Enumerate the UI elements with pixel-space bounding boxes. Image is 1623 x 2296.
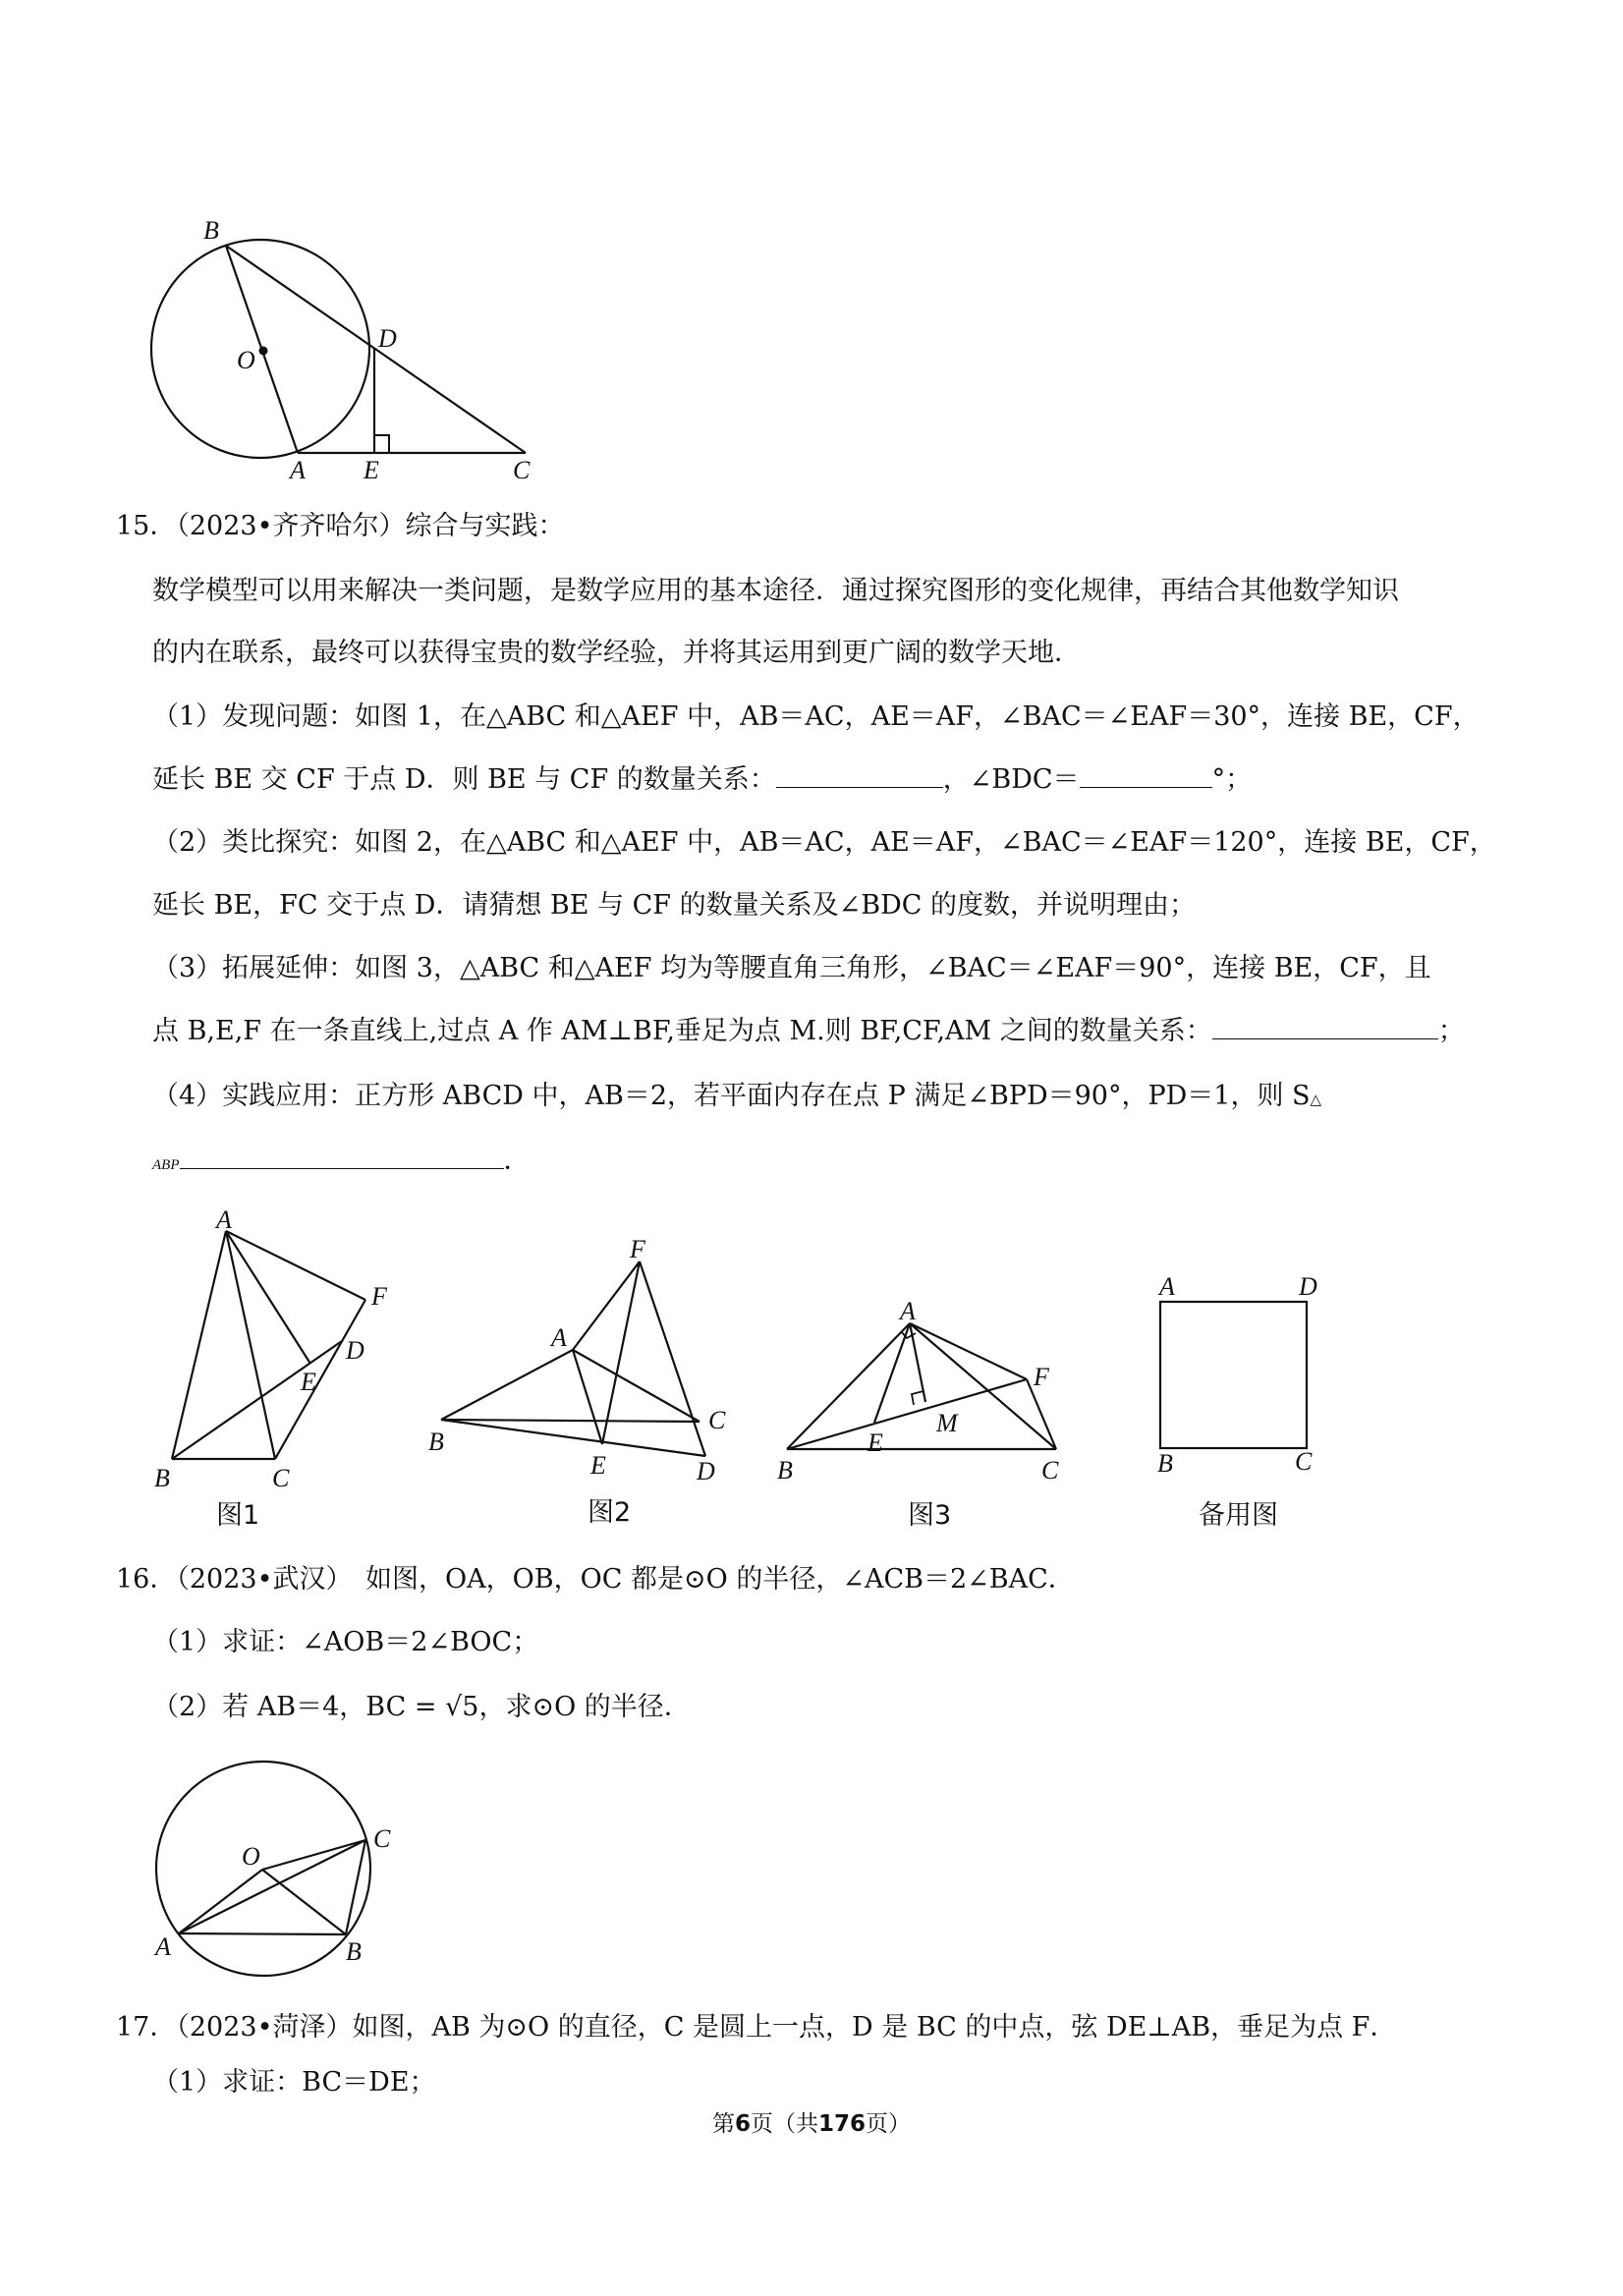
q15-part1-line2: 延长 BE 交 CF 于点 D．则 BE 与 CF 的数量关系： ，∠BDC＝ °； <box>152 760 1252 800</box>
answer-blank-1[interactable] <box>776 761 943 788</box>
fig3-caption: 图3 <box>908 1500 952 1531</box>
page-footer: 第6页（共176页） <box>711 2111 912 2137</box>
fig16-label-O: O <box>242 1842 260 1871</box>
answer-blank-2[interactable] <box>1080 761 1212 788</box>
fig3-label-M: M <box>936 1409 958 1437</box>
fig4-label-A: A <box>1159 1272 1175 1301</box>
label-C: C <box>513 456 531 484</box>
fig1-label-F: F <box>371 1282 387 1311</box>
fig3-label-B: B <box>777 1456 793 1484</box>
fig1-label-E: E <box>301 1368 316 1396</box>
fig16-label-B: B <box>346 1937 362 1966</box>
fig1-label-C: C <box>272 1464 290 1492</box>
fig16-label-A: A <box>155 1932 171 1961</box>
q16-line1: 16．（2023•武汉） 如图，OA，OB，OC 都是⊙O 的半径，∠ACB＝2∠BAC． <box>116 1564 1075 1595</box>
label-D: D <box>378 324 397 353</box>
q15-part3-line2: 点 B,E,F 在一条直线上,过点 A 作 AM⊥BF,垂足为点 M.则 BF,CF,AM 之间的数量关系： ； <box>152 1012 1465 1051</box>
q15-part4-line2: ABP ． <box>152 1146 531 1176</box>
fig4-label-D: D <box>1299 1272 1317 1301</box>
q15-intro-line2: 的内在联系，最终可以获得宝贵的数学经验，并将其运用到更广阔的数学天地． <box>152 638 1081 668</box>
q15-number: 15．（2023•齐齐哈尔）综合与实践： <box>116 511 565 541</box>
q15-part2-line1: （2）类比探究：如图 2，在△ABC 和△AEF 中，AB＝AC，AE＝AF，∠BAC＝∠EAF＝120°，连接 BE，CF， <box>152 827 1496 858</box>
fig4-label-B: B <box>1157 1449 1173 1478</box>
fig2-label-B: B <box>428 1428 444 1456</box>
fig16-label-C: C <box>373 1824 391 1853</box>
q15-part4-line1: （4）实践应用：正方形 ABCD 中，AB＝2，若平面内存在点 P 满足∠BPD＝90°，PD＝1，则 S△ <box>152 1081 1322 1111</box>
q16-figure <box>0 1749 589 1985</box>
page-number: 6 <box>734 2111 751 2137</box>
fig4-label-C: C <box>1295 1447 1313 1476</box>
q16-part1: （1）求证：∠AOB＝2∠BOC； <box>152 1627 539 1657</box>
fig3-label-F: F <box>1034 1363 1049 1391</box>
fig2-label-C: C <box>708 1406 726 1434</box>
figure-circle-tangent <box>0 0 1623 491</box>
fig4-caption: 备用图 <box>1199 1500 1278 1531</box>
fig2-label-A: A <box>551 1323 567 1352</box>
label-A: A <box>290 456 306 484</box>
fig3-label-E: E <box>867 1428 883 1457</box>
fig1-caption: 图1 <box>216 1500 260 1531</box>
q17-part1: （1）求证：BC＝DE； <box>152 2067 436 2098</box>
fig1-label-D: D <box>346 1336 364 1365</box>
answer-blank-3[interactable] <box>1212 1013 1438 1039</box>
answer-blank-4[interactable] <box>180 1150 504 1169</box>
fig2-label-D: D <box>697 1457 715 1485</box>
q16-part2: （2）若 AB＝4，BC = √5，求⊙O 的半径． <box>152 1692 691 1722</box>
fig2-label-F: F <box>630 1235 645 1263</box>
fig2-label-E: E <box>590 1451 606 1480</box>
fig2-caption: 图2 <box>588 1497 632 1528</box>
fig1-label-B: B <box>154 1464 170 1492</box>
label-O: O <box>237 346 255 374</box>
fig1-label-A: A <box>216 1205 232 1234</box>
q15-part1-line1: （1）发现问题：如图 1，在△ABC 和△AEF 中，AB＝AC，AE＝AF，∠BAC＝∠EAF＝30°，连接 BE，CF， <box>152 701 1480 732</box>
fig3-label-C: C <box>1041 1456 1059 1484</box>
q15-part2-line2: 延长 BE，FC 交于点 D．请猜想 BE 与 CF 的数量关系及∠BDC 的度数，并说明理由； <box>152 890 1196 921</box>
label-B: B <box>203 216 219 245</box>
q15-figures <box>0 1205 1623 1542</box>
page-total: 176 <box>818 2111 867 2137</box>
fig3-label-A: A <box>900 1297 916 1325</box>
q15-intro-line1: 数学模型可以用来解决一类问题，是数学应用的基本途径．通过探究图形的变化规律，再结合其他数学知识 <box>152 576 1399 606</box>
q17-line1: 17．（2023•菏泽）如图，AB 为⊙O 的直径，C 是圆上一点，D 是 BC 的中点，弦 DE⊥AB，垂足为点 F． <box>116 2012 1397 2043</box>
label-E: E <box>364 456 379 484</box>
q15-part3-line1: （3）拓展延伸：如图 3，△ABC 和△AEF 均为等腰直角三角形，∠BAC＝∠EAF＝90°，连接 BE，CF，且 <box>152 953 1431 983</box>
